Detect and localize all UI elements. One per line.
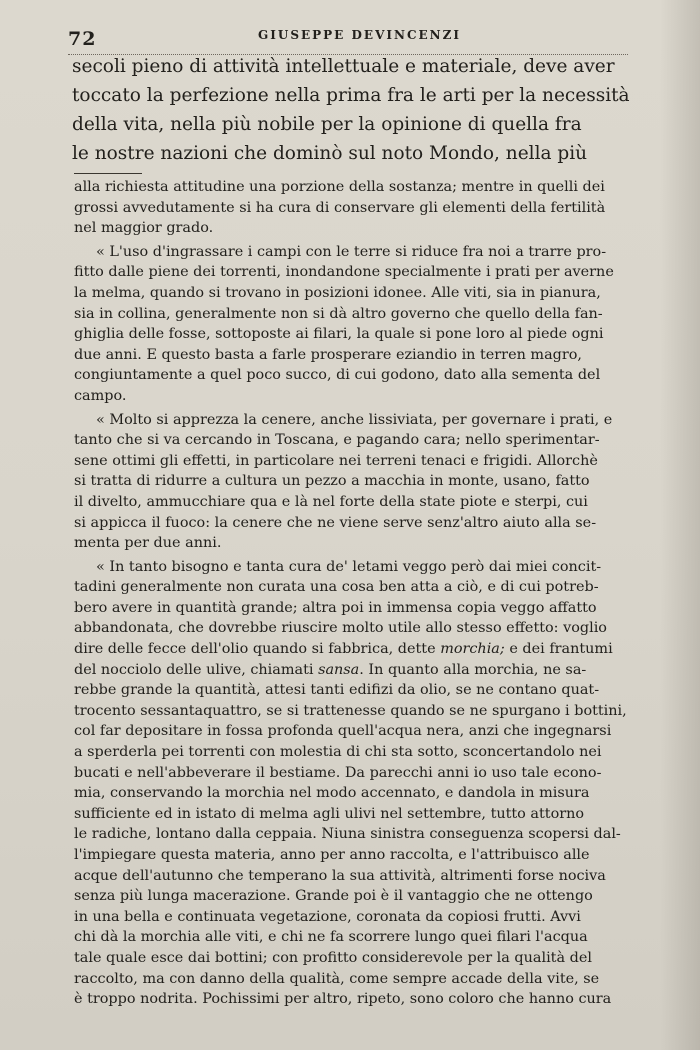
footnote-line: è troppo nodrita. Pochissimi per altro, ripeto, sono coloro che hanno cura — [74, 991, 612, 1008]
footnote-line: l'impiegare questa materia, anno per anno raccolta, e l'attribuisco alle — [74, 847, 590, 863]
footnote-line: « L'uso d'ingrassare i campi con le terre si riduce fra noi a trarre pro- — [96, 243, 607, 260]
footnote-line: in una bella e continuata vegetazione, coronata da copiosi frutti. Avvi — [74, 908, 581, 925]
footnote-block — [74, 177, 634, 1010]
footnote-line: a sperderla pei torrenti con molestia di chi sta sotto, sconcertandolo nei — [74, 744, 602, 761]
footnote-line: col far depositare in fossa profonda quell'acqua nera, anzi che ingegnarsi — [74, 723, 612, 740]
footnote-line: ghiglia delle fosse, sottoposte ai filari, la quale si pone loro al piede ogni — [74, 326, 604, 343]
main-text — [72, 52, 632, 168]
page-edge-shadow — [660, 0, 700, 1050]
footnote-line: tadini generalmente non curata una cosa ben atta a ciò, e di cui potreb- — [74, 579, 599, 596]
footnote-line: sia in collina, generalmente non si dà altro governo che quello della fan- — [74, 305, 603, 322]
footnote-line: nel maggior grado. — [74, 220, 214, 237]
main-text-line: toccato la perfezione nella prima fra le arti per la necessità — [72, 85, 630, 106]
footnote-line: sufficiente ed in istato di melma agli ulivi nel settembre, tutto attorno — [74, 805, 585, 822]
footnote-line: grossi avvedutamente si ha cura di conservare gli elementi della fertilità — [74, 199, 606, 216]
footnote-line: bero avere in quantità grande; altra poi in immensa copia veggo affatto — [74, 599, 597, 616]
footnote-line: tanto che si va cercando in Toscana, e pagando cara; nello sperimentar- — [74, 432, 600, 449]
footnote-line: raccolto, ma con danno della qualità, come sempre accade della vite, se — [74, 970, 600, 987]
footnote-line: menta per due anni. — [74, 535, 222, 552]
footnote-line: mia, conservando la morchia nel modo accennato, e dandola in misura — [74, 785, 590, 802]
running-head — [68, 28, 628, 54]
footnote-line: bucati e nell'abbeverare il bestiame. Da parecchi anni io uso tale econo- — [74, 764, 602, 781]
footnote-line: campo. — [74, 387, 127, 404]
footnote-rule — [74, 173, 142, 174]
footnote-line: chi dà la morchia alle viti, e chi ne fa scorrere lungo quei filari l'acqua — [74, 929, 588, 946]
footnote-line: il divelto, ammucchiare qua e là nel forte della state piote e sterpi, cui — [74, 493, 588, 510]
footnote-line: due anni. E questo basta a farle prosperare eziandio in terren magro, — [74, 346, 582, 363]
footnote-line: alla richiesta attitudine una porzione della sostanza; mentre in quelli dei — [74, 179, 605, 195]
main-text-line: le nostre nazioni che dominò sul noto Mondo, nella più — [72, 143, 588, 164]
footnote-line: fitto dalle piene dei torrenti, inondandone specialmente i prati per averne — [74, 264, 614, 281]
main-text-line: della vita, nella più nobile per la opinione di quella fra — [72, 114, 582, 135]
footnote-line: « In tanto bisogno e tanta cura de' letami veggo però dai miei concit- — [96, 558, 602, 575]
footnote-line: rebbe grande la quantità, attesi tanti edifizi da olio, se ne contano quat- — [74, 682, 600, 699]
footnote-line: tale quale esce dai bottini; con profitto considerevole per la qualità del — [74, 949, 592, 966]
footnote-line: le radiche, lontano dalla ceppaia. Niuna sinistra conseguenza scopersi dal- — [74, 826, 621, 843]
footnote-line: si appicca il fuoco: la cenere che ne viene serve senz'altro aiuto alla se- — [74, 514, 597, 531]
footnote-line: « Molto si apprezza la cenere, anche lissiviata, per governare i prati, e — [96, 411, 613, 428]
footnote-line: senza più lunga macerazione. Grande poi è il vantaggio che ne ottengo — [74, 888, 593, 905]
running-head-author: GIUSEPPE DEVINCENZI — [258, 28, 461, 42]
footnote-line: sene ottimi gli effetti, in particolare nei terreni tenaci e frigidi. Allorchè — [74, 452, 598, 469]
footnote-line: acque dell'autunno che temperano la sua attività, altrimenti forse nociva — [74, 867, 606, 884]
footnote-line: abbandonata, che dovrebbe riuscire molto utile allo stesso effetto: voglio — [74, 620, 607, 637]
page-number: 72 — [68, 28, 97, 50]
footnote-line: si tratta di ridurre a cultura un pezzo a macchia in monte, usano, fatto — [74, 473, 590, 490]
footnote-line: dire delle fecce dell'olio quando si fabbrica, dette morchia; e dei frantumi — [74, 641, 613, 658]
footnote-line: la melma, quando si trovano in posizioni idonee. Alle viti, sia in pianura, — [74, 284, 601, 301]
footnote-line: del nocciolo delle ulive, chiamati sansa. In quanto alla morchia, ne sa- — [74, 661, 587, 678]
footnote-line: congiuntamente a quel poco succo, di cui godono, dato alla sementa del — [74, 367, 601, 384]
main-text-line: secoli pieno di attività intellettuale e materiale, deve aver — [72, 56, 615, 77]
footnote-line: trocento sessantaquattro, se si trattenesse quando se ne spurgano i bottini, — [74, 702, 627, 719]
